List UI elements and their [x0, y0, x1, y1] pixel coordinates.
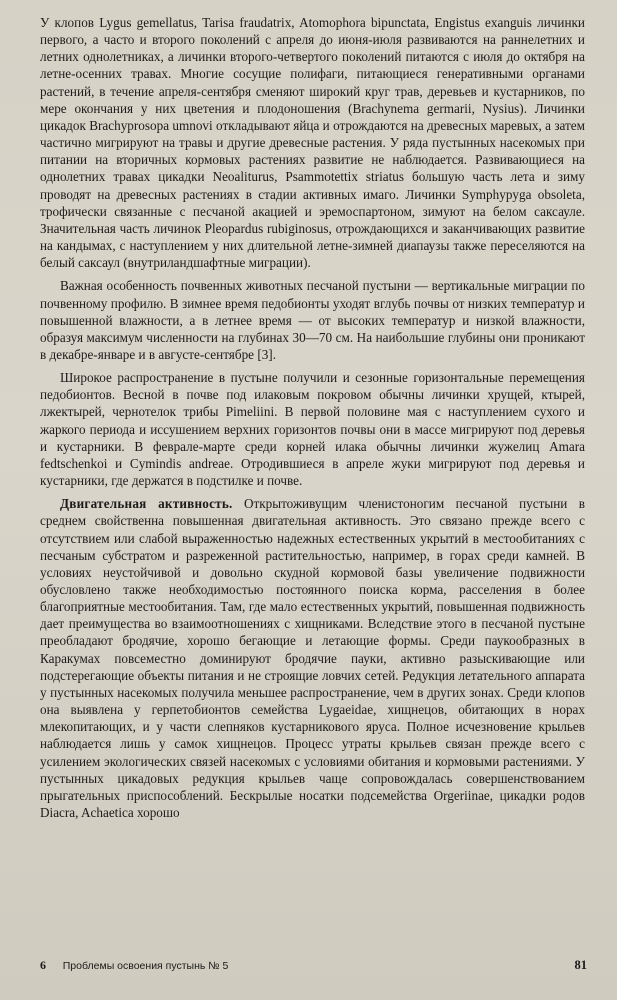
paragraph-vertical-migrations: Важная особенность почвенных животных песчаной пустыни — вертикальные миграции по почвенному профилю. В зимнее время педобионты уходят вглубь почвы от низких температур и повышенной влажности, а в летнее время — от высоких температур и низкой влажности, образуя максимум численности на глубинах 30—70 см. На наибольшие глубины они проникают в декабре-январе и в августе-сентябре [3]. — [40, 278, 585, 362]
paragraph-bug-migrations: У клопов Lygus gemellatus, Tarisa fraudatrix, Atomophora bipunctata, Engistus exanguis личинки первого, а часто и второго поколений с апреля до июня-июля развиваются на раннелетних и летних однолетниках, а личинки второго-четвертого поколений питаются с июля до октября на летне-осенних травах. Многие сосущие полифаги, питающиеся генеративными органами растений, в течение апреля-сентября сменяют широкий круг трав, деревьев и кустарников, по мере окончания у них цветения и плодоношения (Brachynema germarii, Nysius). Личинки цикадок Brachyprosopa umnovi откладывают яйца и отрождаются на древесных маревых, а затем частично мигрируют на травы и другие древесные растения. У ряда пустынных насекомых при питании на вторичных кормовых растениях развитие не наблюдается. Развивающиеся на однолетних травах цикадки Neoaliturus, Psammotettix striatus большую часть лета и зиму проводят на древесных растениях в стадии активных имаго. Личинки Symphypyga obsoleta, трофически связанные с песчаной акацией и эремоспартоном, зимуют на белом саксауле. Значительная часть личинок Pleopardus rubiginosus, отрождающихся и заканчивающих развитие на кандымах, с наступлением у них длительной летне-зимней диапаузы также переселяются на белый саксаул (внутриландшафтные миграции). — [40, 15, 585, 271]
text-body — [40, 14, 585, 821]
paragraph-motor-activity — [40, 495, 585, 821]
section-text: Открытоживущим членистоногим песчаной пустыни в среднем свойственна повышенная двигательная активность. Это связано прежде всего с отсутствием или слабой выраженностью надежных естественных укрытий в местообитаниях с песчаным субстратом и разреженной растительностью, например, в горах среди камней. В условиях неустойчивой и довольно скудной кормовой базы увеличение подвижности обусловлено также необходимостью постоянного поиска корма, расселения в более благоприятные местообитания. Там, где мало естественных укрытий, повышенная подвижность дает преимущества во взаимоотношениях с хищниками. Вследствие этого в песчаной пустыне преобладают бродячие, хорошо бегающие и летающие формы. Среди паукообразных в Каракумах повсеместно доминируют бродячие пауки, активно разыскивающие или подстерегающие объекты питания и не строящие ловчих сетей. Редукция летательного аппарата у пустынных насекомых получила меньшее распространение, чем в других зонах. Среди клопов она выявлена у герпетобионтов семейства Lygaeidae, хищнецов, обитающих в норах млекопитающих, и у части слепняков кустарникового яруса. Полное исчезновение крыльев наблюдается лишь у самок хищнецов. Процесс утраты крыльев связан прежде всего с усилением экологических связей насекомых с условиями обитания и кормовыми растениями. У пустынных цикадовых редукция крыльев чаще сопровождалась совершенствованием прыгательных приспособлений. Бескрылые носатки подсемейства Orgeriinae, цикадки родов Diacra, Achaetica хорошо — [40, 496, 585, 821]
paragraph-horizontal-migrations: Широкое распространение в пустыне получили и сезонные горизонтальные перемещения педобионтов. Весной в почве под илаковым покровом обычны личинки хрущей, ктырей, лжектырей, чернотелок трибы Pimeliini. В первой половине мая с наступлением сухого и жаркого периода и иссушением верхних горизонтов почвы они в массе мигрируют под деревья и кустарники. В феврале-марте среди корней илака обычны личинки жужелиц Amara fedtschenkoi и Cymindis andreae. Отродившиеся в апреле жуки мигрируют под деревья и кустарники, где держатся в подстилке и почве. — [40, 370, 585, 489]
section-title: Двигательная активность. — [60, 496, 233, 512]
journal-title: Проблемы освоения пустынь № 5 — [62, 960, 229, 972]
page-number: 81 — [574, 958, 587, 972]
signature-mark: 6 — [40, 958, 46, 972]
page-footer — [40, 958, 587, 973]
